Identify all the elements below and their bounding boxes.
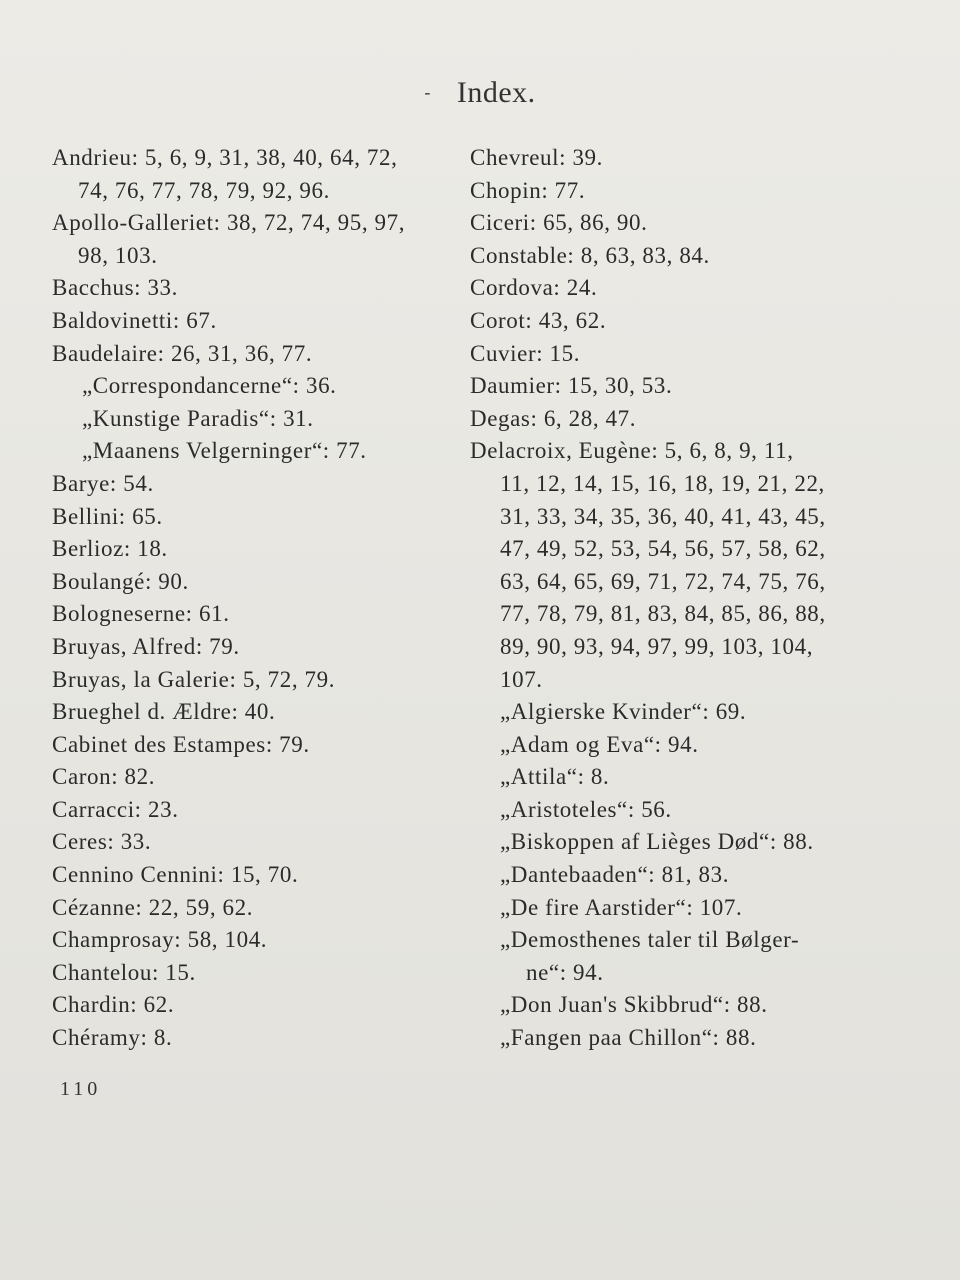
index-entry: Brueghel d. Ældre: 40.	[52, 699, 276, 725]
index-entry: „Correspondancerne“: 36.	[82, 373, 337, 399]
index-entry: „Don Juan's Skibbrud“: 88.	[500, 992, 768, 1018]
title-mark: ‐	[424, 82, 431, 102]
index-entry: 89, 90, 93, 94, 97, 99, 103, 104,	[500, 633, 814, 659]
index-entry: Caron: 82.	[52, 764, 156, 790]
index-entry: „Dantebaaden“: 81, 83.	[500, 862, 730, 888]
index-column-left	[52, 142, 447, 1055]
index-entry: Cabinet des Estampes: 79.	[52, 731, 310, 757]
index-entry: Ceres: 33.	[52, 829, 152, 855]
index-entry: Berlioz: 18.	[52, 536, 168, 562]
index-entry: 47, 49, 52, 53, 54, 56, 57, 58, 62,	[500, 536, 826, 562]
index-entry: Bruyas, Alfred: 79.	[52, 633, 240, 659]
index-entry: Constable: 8, 63, 83, 84.	[470, 242, 710, 268]
index-entry: Degas: 6, 28, 47.	[470, 405, 637, 431]
index-entry: Chardin: 62.	[52, 992, 175, 1018]
index-entry: „Aristoteles“: 56.	[500, 796, 672, 822]
index-entry: 74, 76, 77, 78, 79, 92, 96.	[78, 177, 330, 203]
index-entry: „Biskoppen af Lièges Død“: 88.	[500, 829, 814, 855]
index-entry: „Algierske Kvinder“: 69.	[500, 699, 747, 725]
index-entry: Champrosay: 58, 104.	[52, 927, 268, 953]
index-entry: Chevreul: 39.	[470, 145, 603, 170]
index-entry: 63, 64, 65, 69, 71, 72, 74, 75, 76,	[500, 568, 826, 594]
index-entry: Cordova: 24.	[470, 275, 598, 301]
index-entry: Barye: 54.	[52, 470, 154, 496]
index-entry: Carracci: 23.	[52, 796, 179, 822]
index-entry: Cézanne: 22, 59, 62.	[52, 894, 254, 920]
index-entry: Ciceri: 65, 86, 90.	[470, 210, 648, 236]
index-entry: ne“: 94.	[526, 959, 604, 985]
index-entry: Baudelaire: 26, 31, 36, 77.	[52, 340, 313, 366]
index-entry: Bruyas, la Galerie: 5, 72, 79.	[52, 666, 336, 692]
index-entry: Cennino Cennini: 15, 70.	[52, 862, 299, 888]
index-entry: Apollo-Galleriet: 38, 72, 74, 95, 97,	[52, 210, 406, 236]
index-entry: „Attila“: 8.	[500, 764, 610, 790]
index-entry: Chantelou: 15.	[52, 959, 196, 985]
index-entry: 98, 103.	[78, 242, 158, 268]
index-entry: „Adam og Eva“: 94.	[500, 731, 699, 757]
index-entry: 31, 33, 34, 35, 36, 40, 41, 43, 45,	[500, 503, 826, 529]
index-entry: Bacchus: 33.	[52, 275, 179, 301]
index-entry: 11, 12, 14, 15, 16, 18, 19, 21, 22,	[500, 470, 825, 496]
index-entry: Bellini: 65.	[52, 503, 163, 529]
page-title: Index.	[456, 76, 536, 109]
page-number: 110	[60, 1078, 102, 1100]
index-entry: Chéramy: 8.	[52, 1025, 173, 1051]
index-entry: „Fangen paa Chillon“: 88.	[500, 1025, 757, 1051]
index-column-right	[470, 142, 865, 1055]
index-heading	[0, 76, 960, 110]
index-entry: Boulangé: 90.	[52, 568, 189, 594]
index-entry: Daumier: 15, 30, 53.	[470, 373, 673, 399]
index-entry: „De fire Aarstider“: 107.	[500, 894, 743, 920]
index-entry: „Maanens Velgerninger“: 77.	[82, 438, 367, 464]
index-entry: Baldovinetti: 67.	[52, 307, 217, 333]
index-entry: Andrieu: 5, 6, 9, 31, 38, 40, 64, 72,	[52, 145, 398, 170]
index-entry: 77, 78, 79, 81, 83, 84, 85, 86, 88,	[500, 601, 826, 627]
index-entry: Cuvier: 15.	[470, 340, 581, 366]
index-entry: „Kunstige Paradis“: 31.	[82, 405, 314, 431]
index-entry: Corot: 43, 62.	[470, 307, 607, 333]
index-entry: Bologneserne: 61.	[52, 601, 230, 627]
index-entry: Chopin: 77.	[470, 177, 586, 203]
index-entry: „Demosthenes taler til Bølger-	[500, 927, 800, 953]
index-entry: Delacroix, Eugène: 5, 6, 8, 9, 11,	[470, 438, 794, 464]
index-entry: 107.	[500, 666, 543, 692]
